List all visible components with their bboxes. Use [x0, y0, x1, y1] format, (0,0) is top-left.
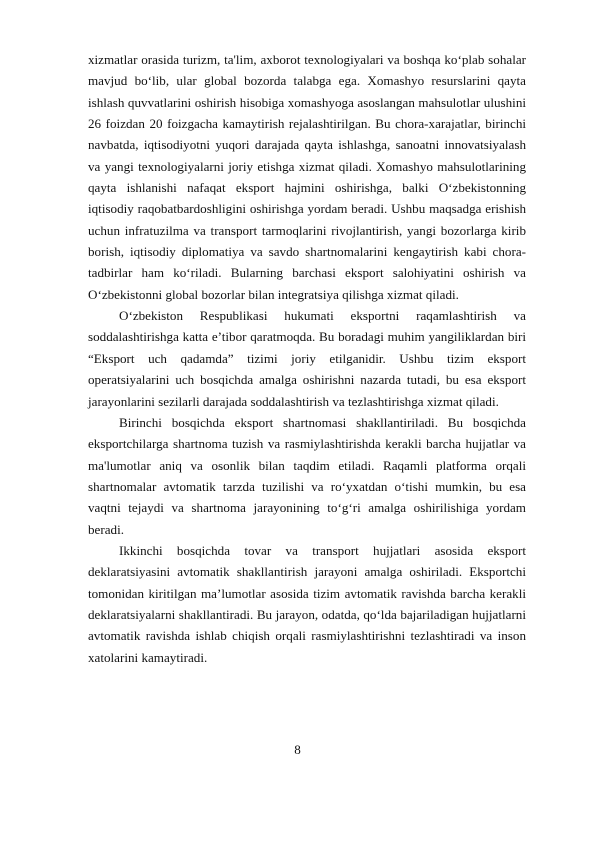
paragraph-second-stage: Ikkinchi bosqichda tovar va transport hujjatlari asosida eksport deklaratsiyasini avtomatik shakllantirish jarayoni amalga oshiriladi. Eksportchi tomonidan kiritilgan ma’lumotlar asosida tizim avtomatik ravishda barcha kerakli deklaratsiyalarni shakllantiradi. Bu jarayon, odatda, qo‘lda bajariladigan hujjatlarni avtomatik ravishda ishlab chiqish orqali rasmiylashtirishni tezlashtiradi va inson xatolarini kamaytiradi.: [88, 542, 526, 665]
page-number: 8: [294, 742, 301, 757]
paragraph-continuation: xizmatlar orasida turizm, ta'lim, axborot texnologiyalari va boshqa ko‘plab sohalar mavjud bo‘lib, ular global bozorda talabga ega. Xomashyo resurslarini qayta ishlash quvvatlarini oshirish hisobiga xomashyoga asoslangan mahsulotlar ulushini 26 foizdan 20 foizgacha kamaytirish rejalashtirilgan. Bu chora-xarajatlar, birinchi navbatda, iqtisodiyotni yuqori darajada qayta ishlashga, sanoatni innovatsiyalash va yangi texnologiyalarni joriy etishga xizmat qiladi. Xomashyo mahsulotlarining qayta ishlanishi nafaqat eksport hajmini oshirishga, balki O‘zbekistonning iqtisodiy raqobatbardoshligini oshirishga yordam beradi. Ushbu maqsadga erishish uchun infratuzilma va transport tarmoqlarini rivojlantirish, yangi bozorlarga kirib borish, iqtisodiy diplomatiya va savdo shartnomalarini kengaytirish kabi chora-tadbirlar ham ko‘riladi. Bularning barchasi eksport salohiyatini oshirish va O‘zbekistonni global bozorlar bilan integratsiya qilishga xizmat qiladi.: [88, 52, 526, 302]
paragraph-export-digitalization: O‘zbekiston Respublikasi hukumati eksportni raqamlashtirish va soddalashtirishga katta e’tibor qaratmoqda. Bu boradagi muhim yangiliklardan biri “Eksport uch qadamda” tizimi joriy etilganidir. Ushbu tizim eksport operatsiyalarini uch bosqichda amalga oshirishni nazarda tutadi, bu esa eksport jarayonlarini sezilarli darajada soddalashtirish va tezlashtirishga xizmat qiladi.: [88, 308, 526, 409]
body-text: [88, 49, 526, 668]
paragraph-first-stage: Birinchi bosqichda eksport shartnomasi shakllantiriladi. Bu bosqichda eksportchilarga shartnoma tuzish va rasmiylashtirishda kerakli barcha hujjatlar va ma'lumotlar aniq va osonlik bilan taqdim etiladi. Raqamli platforma orqali shartnomalar avtomatik tarzda tuzilishi va ro‘yxatdan o‘tishi mumkin, bu esa vaqtni tejaydi va shartnoma jarayonining to‘g‘ri amalga oshirilishiga yordam beradi.: [88, 414, 526, 537]
